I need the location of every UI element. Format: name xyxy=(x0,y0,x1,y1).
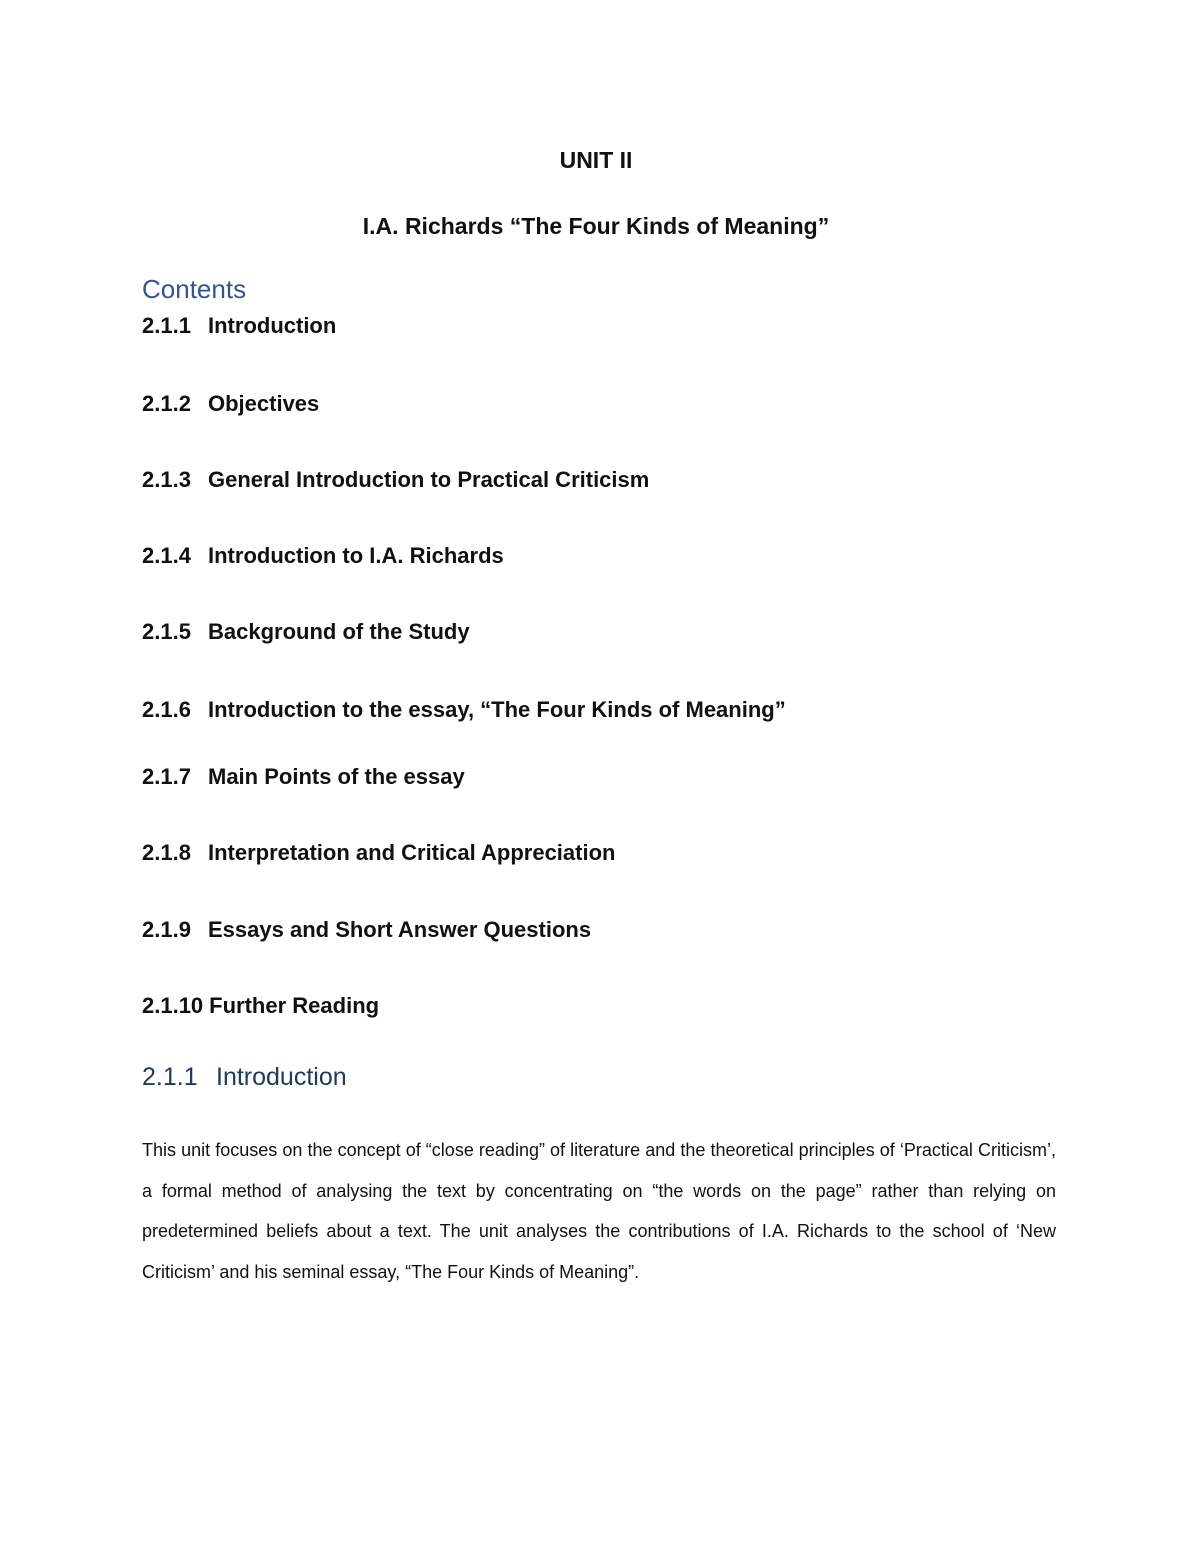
unit-title: UNIT II xyxy=(559,147,633,173)
toc-item-label: Essays and Short Answer Questions xyxy=(208,917,592,942)
toc-item-label: Interpretation and Critical Appreciation xyxy=(208,840,616,865)
toc-item-label: Background of the Study xyxy=(208,619,470,644)
toc-item-number: 2.1.7 xyxy=(142,764,191,789)
toc-item-label: Objectives xyxy=(208,391,320,416)
section-heading-introduction xyxy=(142,1063,347,1092)
toc-item-label: Introduction to I.A. Richards xyxy=(208,543,504,568)
toc-item-number: 2.1.4 xyxy=(142,543,191,568)
toc-item-number: 2.1.6 xyxy=(142,697,191,722)
toc-item-label: Main Points of the essay xyxy=(208,764,465,789)
toc-item-interpretation[interactable] xyxy=(142,840,615,866)
toc-item-essay-introduction[interactable] xyxy=(142,697,786,723)
toc-item-practical-criticism[interactable] xyxy=(142,467,649,493)
toc-item-number: 2.1.1 xyxy=(142,313,191,338)
toc-item-number: 2.1.9 xyxy=(142,917,191,942)
toc-item-ia-richards[interactable] xyxy=(142,543,504,569)
section-number: 2.1.1 xyxy=(142,1063,198,1091)
toc-item-questions[interactable] xyxy=(142,917,591,943)
document-title: I.A. Richards “The Four Kinds of Meaning” xyxy=(362,213,830,239)
toc-item-number: 2.1.5 xyxy=(142,619,191,644)
toc-item-further-reading[interactable] xyxy=(142,993,379,1019)
toc-item-background[interactable] xyxy=(142,619,470,645)
toc-item-label: Introduction to the essay, “The Four Kinds of Meaning” xyxy=(208,697,786,722)
introduction-paragraph: This unit focuses on the concept of “close reading” of literature and the theoretical principles of ‘Practical Criticism’, a formal method of analysing the text by concentrating on “the words on the page” rather than relying on predetermined beliefs about a text. The unit analyses the contributions of I.A. Richards to the school of ‘New Criticism’ and his seminal essay, “The Four Kinds of Meaning”. xyxy=(142,1140,1056,1282)
toc-item-number: 2.1.2 xyxy=(142,391,191,416)
contents-heading: Contents xyxy=(142,274,247,304)
toc-item-label: Further Reading xyxy=(209,993,380,1018)
toc-item-main-points[interactable] xyxy=(142,764,465,790)
toc-item-number: 2.1.3 xyxy=(142,467,191,492)
section-title: Introduction xyxy=(216,1063,347,1091)
toc-item-number: 2.1.8 xyxy=(142,840,191,865)
toc-item-introduction[interactable] xyxy=(142,313,336,339)
toc-item-label: Introduction xyxy=(208,313,337,338)
toc-item-objectives[interactable] xyxy=(142,391,319,417)
toc-item-number: 2.1.10 xyxy=(142,993,204,1018)
toc-item-label: General Introduction to Practical Criticism xyxy=(208,467,650,492)
